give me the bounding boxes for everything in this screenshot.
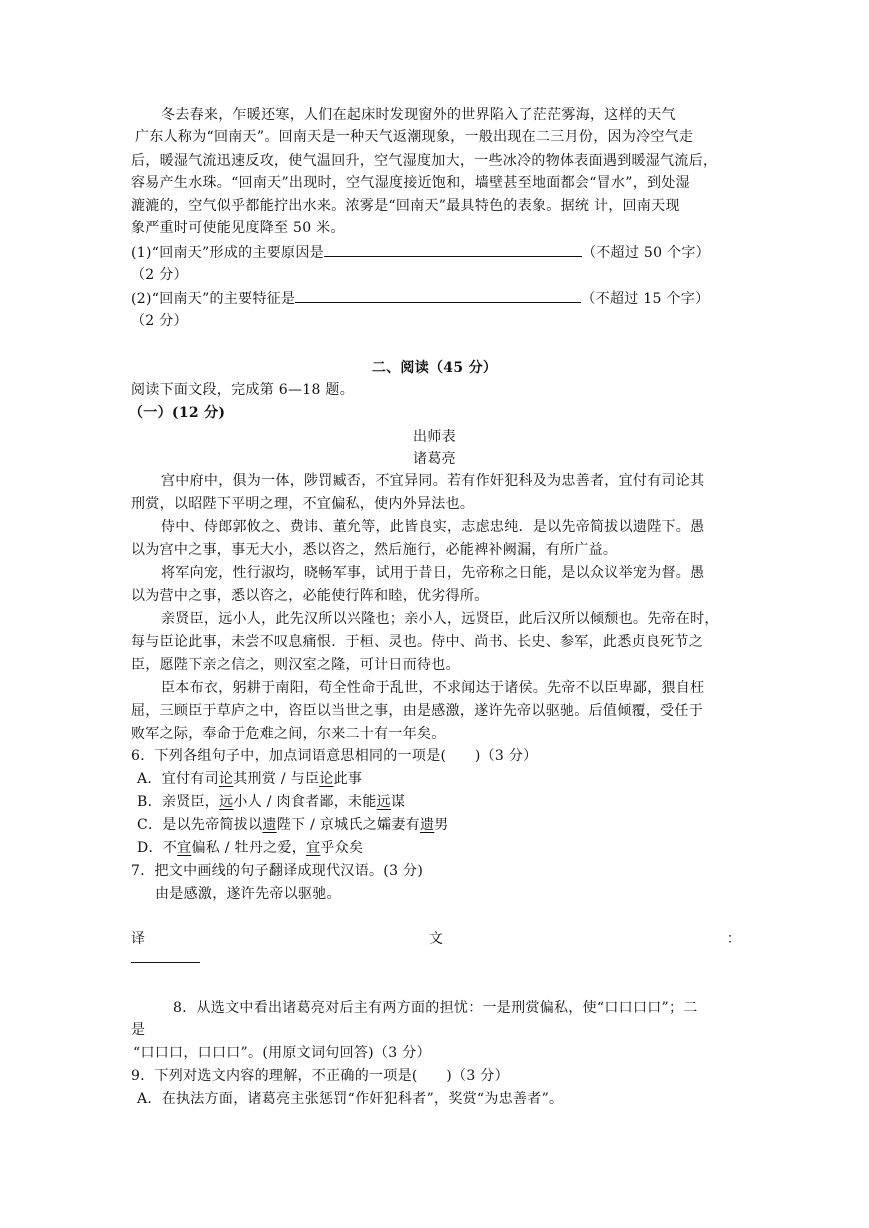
passage-line: 广东人称为“回南天”。回南天是一种天气返潮现象，一般出现在二三月份，因为冷空气走 [135,129,694,145]
text-title: 出师表 [413,429,456,445]
question-6-option-a [137,768,747,790]
translation-label-char: 译 [131,931,146,947]
part-label: （一）(12 分) [129,405,226,421]
question-2-text: (2)“回南天”的主要特征是 [131,291,296,307]
marked-word: 远 [219,794,234,810]
option-text: 小人 / 肉食者鄙，未能 [233,794,377,810]
classical-text-line: 将军向宠，性行淑均，晓畅军事，试用于昔日，先帝称之日能，是以众议举宠为督。愚 [161,565,705,581]
passage-line: 漉漉的，空气似乎都能拧出水来。浓雾是“回南天”最具特色的表象。据统 计，回南天现 [131,198,680,214]
option-text: 此事 [333,771,363,787]
classical-text-line: 以为营中之事，悉以咨之，必能使行阵和睦，优劣得所。 [131,588,489,604]
question-1-limit: （不超过 50 个字） [581,245,710,261]
answer-blank-2[interactable] [295,287,581,303]
question-1-score: （2 分） [131,267,188,283]
question-8-line: “口口口，口口口”。(用原文词句回答)（3 分） [133,1045,431,1061]
option-text: 男 [434,817,449,833]
classical-text-line: 亲贤臣，远小人，此先汉所以兴隆也；亲小人，远贤臣，此后汉所以倾颓也。先帝在时， [161,611,719,627]
question-2-limit: （不超过 15 个字） [581,291,710,307]
option-text: A．宜付有司 [137,771,219,787]
classical-text-line: 刑赏，以昭陛下平明之理，不宜偏私，使内外异法也。 [131,496,475,512]
section-intro: 阅读下面文段，完成第 6—18 题。 [131,382,355,398]
classical-text-line: 侍中、侍郎郭攸之、费讳、董允等，此皆良实，志虑忠纯．是以先帝简拔以遗陛下。愚 [161,519,705,535]
passage-line: 容易产生水珠。“回南天”出现时，空气湿度接近饱和，墙壁甚至地面都会“冒水”，到处湿 [131,175,690,191]
question-7-stem: 7．把文中画线的句子翻译成现代汉语。(3 分) [131,863,424,879]
question-6-stem: 6．下列各组句子中，加点词语意思相同的一项是( )（3 分） [131,748,538,764]
question-6-option-c [137,814,747,836]
question-9-option-a: A．在执法方面，诸葛亮主张惩罚“作奸犯科者”，奖赏“为忠善者”。 [137,1091,564,1107]
classical-text-line: 以为宫中之事，事无大小，悉以咨之，然后施行，必能裨补阙漏，有所广益。 [131,542,618,558]
translation-label-colon: ： [726,931,741,947]
option-text: C．是以先帝简拔以 [137,817,263,833]
classical-text-line: 屈，三顾臣于草庐之中，咨臣以当世之事，由是感激，遂许先帝以驱驰。后值倾覆，受任于 [131,703,703,719]
question-1-text: (1)“回南天”形成的主要原因是 [131,245,324,261]
marked-word: 宜 [177,840,192,856]
classical-text-line: 败军之际，奉命于危难之间，尔来二十有一年矣。 [131,726,446,742]
question-6-option-b [137,791,747,813]
passage-line: 后，暖湿气流迅速反攻，使气温回升，空气湿度加大，一些冰冷的物体表面遇到暖湿气流后， [131,153,718,169]
marked-word: 远 [376,794,391,810]
option-text: 其刑赏 / 与臣 [233,771,320,787]
marked-word: 论 [319,771,334,787]
question-8-line: 8．从选文中看出诸葛亮对后主有两方面的担忧：一是刑赏偏私，使“口口口口”；二 [173,1000,698,1016]
classical-text-line: 臣本布衣，躬耕于南阳，苟全性命于乱世，不求闻达于诸侯。先帝不以臣卑鄙，猥自枉 [161,680,705,696]
question-9-stem: 9．下列对选文内容的理解，不正确的一项是( )（3 分） [131,1068,509,1084]
option-text: 陛下 / 京城氏之孀妻有 [276,817,420,833]
marked-word: 遗 [262,817,277,833]
question-2-score: （2 分） [131,313,188,329]
question-2 [131,287,741,310]
question-8-line: 是 [131,1022,146,1038]
option-text: B．亲贤臣， [137,794,220,810]
option-text: D．不 [137,840,178,856]
classical-text-line: 宫中府中，俱为一体，陟罚臧否，不宜异同。若有作奸犯科及为忠善者，宜付有司论其 [161,473,705,489]
passage-line: 象严重时可使能见度降至 50 米。 [131,220,345,236]
marked-word: 宜 [306,840,321,856]
translation-label-char: 文 [428,931,444,947]
text-author: 诸葛亮 [413,451,456,467]
option-text: 乎众矣 [320,840,364,856]
classical-text-line: 臣，愿陛下亲之信之，则汉室之隆，可计日而待也。 [131,657,460,673]
option-text: 谋 [390,794,406,810]
marked-word: 遗 [419,817,435,833]
passage-line: 冬去春来，乍暖还寒，人们在起床时发现窗外的世界陷入了茫茫雾海，这样的天气 [161,107,676,123]
question-1 [131,241,741,264]
translation-answer-line[interactable] [131,962,200,963]
question-6-option-d [137,837,747,859]
marked-word: 论 [218,771,234,787]
translation-label-row [131,928,741,950]
question-7-sentence: 由是感激，遂许先帝以驱驰。 [155,886,341,902]
option-text: 偏私 / 牡丹之爱， [191,840,307,856]
classical-text-line: 每与臣论此事，未尝不叹息痛恨．于桓、灵也。侍中、尚书、长史、参军，此悉贞良死节之 [131,634,703,650]
section-heading: 二、阅读（45 分） [371,360,498,376]
answer-blank-1[interactable] [324,241,582,257]
